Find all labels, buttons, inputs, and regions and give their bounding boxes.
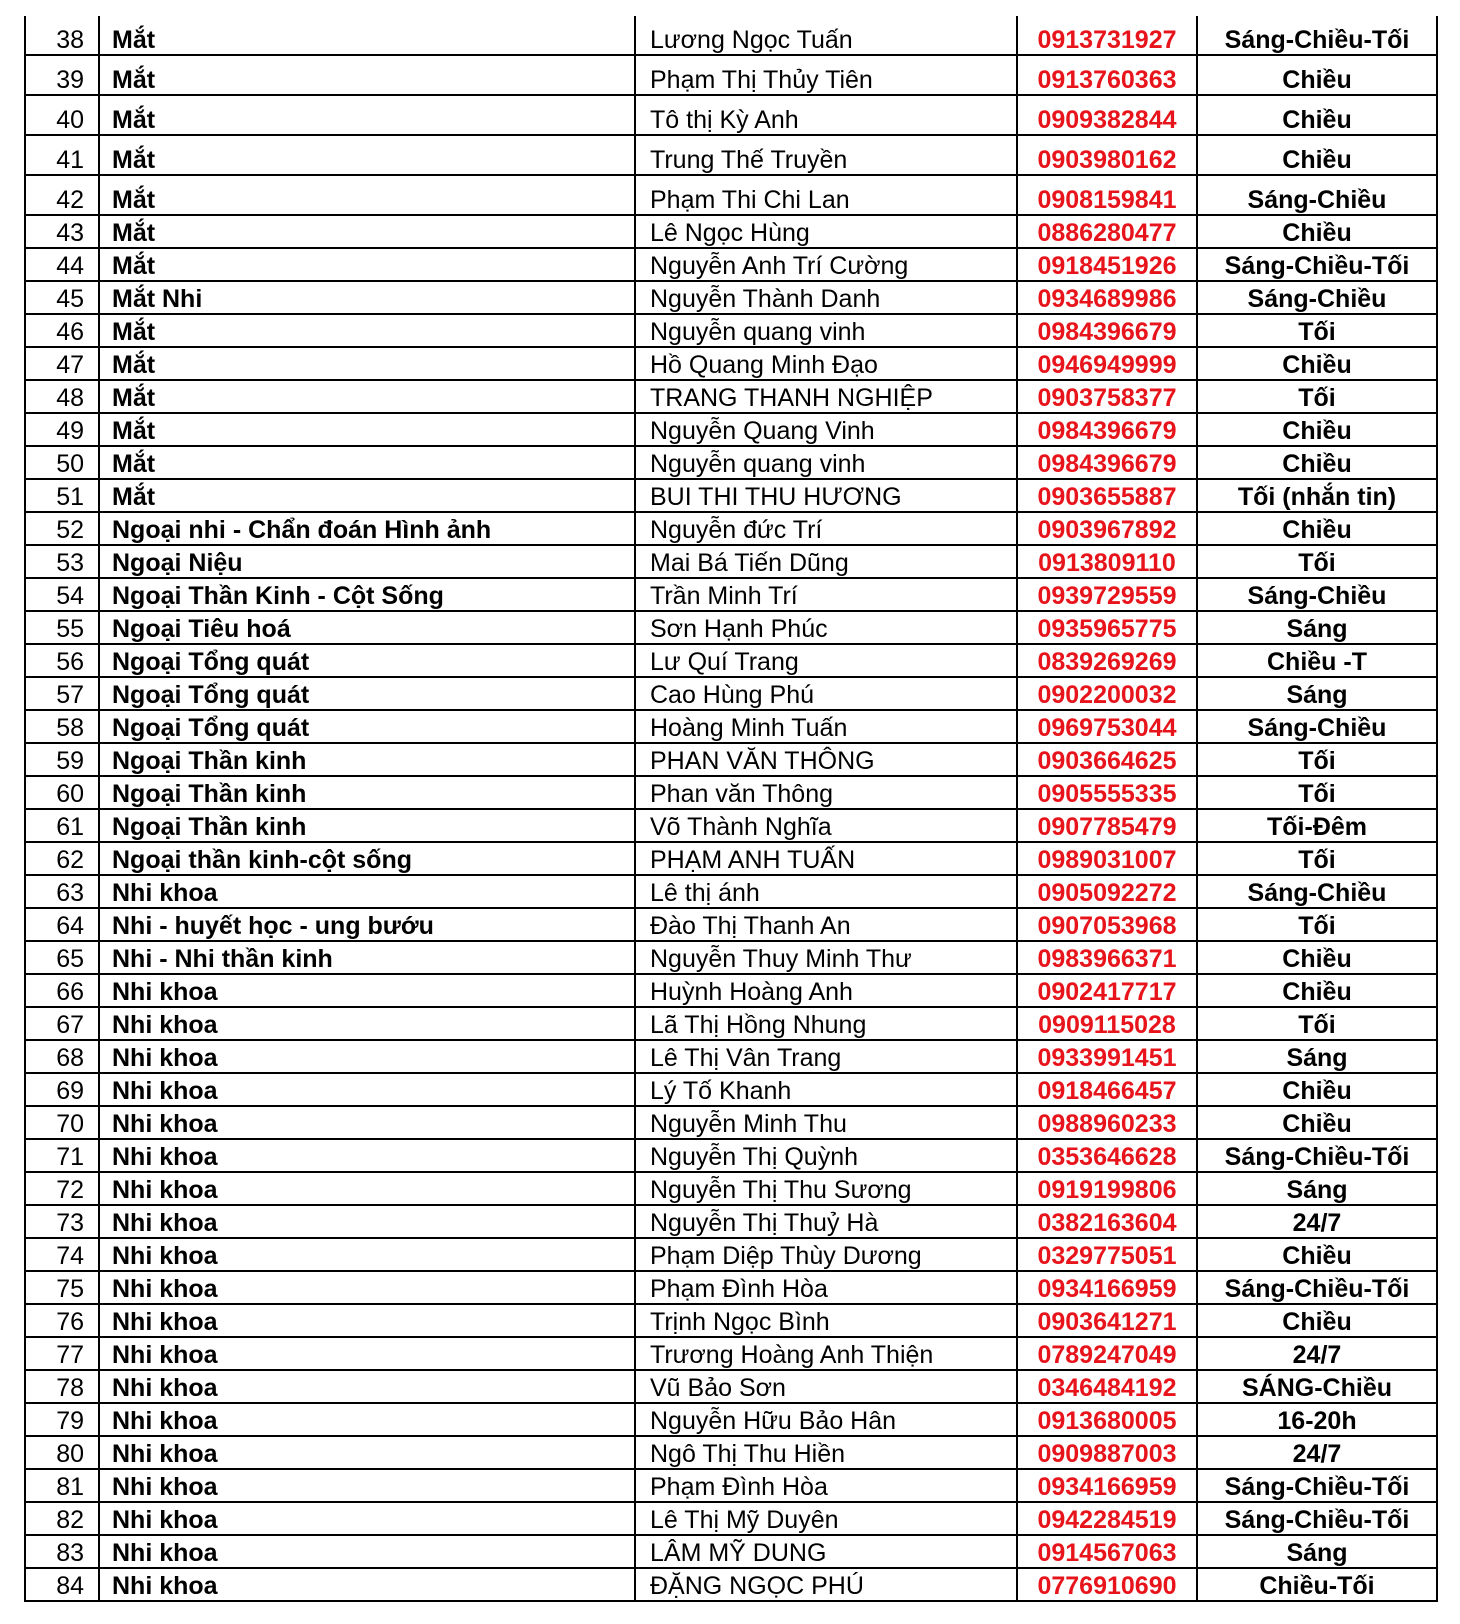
specialty-cell: Nhi - huyết học - ung bướu xyxy=(99,908,635,941)
schedule-cell: Sáng-Chiều-Tối xyxy=(1197,1139,1437,1172)
schedule-cell: Sáng xyxy=(1197,1172,1437,1205)
row-number: 84 xyxy=(25,1568,99,1601)
phone-number-cell[interactable]: 0382163604 xyxy=(1017,1205,1197,1238)
table-row xyxy=(25,380,1437,413)
specialty-cell: Nhi khoa xyxy=(99,1205,635,1238)
row-number: 51 xyxy=(25,479,99,512)
specialty-cell: Mắt xyxy=(99,248,635,281)
schedule-cell: Tối xyxy=(1197,1007,1437,1040)
schedule-cell: Tối-Đêm xyxy=(1197,809,1437,842)
row-number: 43 xyxy=(25,215,99,248)
doctor-name-cell: Cao Hùng Phú xyxy=(635,677,1017,710)
row-number: 68 xyxy=(25,1040,99,1073)
specialty-cell: Nhi khoa xyxy=(99,1304,635,1337)
schedule-cell: Sáng-Chiều-Tối xyxy=(1197,16,1437,55)
specialty-cell: Nhi khoa xyxy=(99,1238,635,1271)
phone-number-cell[interactable]: 0908159841 xyxy=(1017,175,1197,215)
row-number: 64 xyxy=(25,908,99,941)
table-row xyxy=(25,1469,1437,1502)
specialty-cell: Nhi khoa xyxy=(99,1535,635,1568)
doctor-name-cell: Mai Bá Tiến Dũng xyxy=(635,545,1017,578)
doctor-roster-sheet xyxy=(24,16,1436,1602)
row-number: 60 xyxy=(25,776,99,809)
specialty-cell: Ngoại Thần kinh xyxy=(99,809,635,842)
specialty-cell: Mắt xyxy=(99,55,635,95)
specialty-cell: Mắt Nhi xyxy=(99,281,635,314)
phone-number-cell[interactable]: 0935965775 xyxy=(1017,611,1197,644)
row-number: 71 xyxy=(25,1139,99,1172)
table-row xyxy=(25,314,1437,347)
row-number: 66 xyxy=(25,974,99,1007)
specialty-cell: Nhi khoa xyxy=(99,1106,635,1139)
schedule-cell: SÁNG-Chiều xyxy=(1197,1370,1437,1403)
schedule-cell: Tối xyxy=(1197,545,1437,578)
table-row xyxy=(25,1535,1437,1568)
row-number: 39 xyxy=(25,55,99,95)
table-row xyxy=(25,413,1437,446)
row-number: 41 xyxy=(25,135,99,175)
phone-number-cell[interactable]: 0886280477 xyxy=(1017,215,1197,248)
row-number: 45 xyxy=(25,281,99,314)
table-row xyxy=(25,248,1437,281)
table-row xyxy=(25,446,1437,479)
table-row xyxy=(25,479,1437,512)
row-number: 58 xyxy=(25,710,99,743)
doctor-name-cell: BUI THI THU HƯƠNG xyxy=(635,479,1017,512)
doctor-name-cell: Lư Quí Trang xyxy=(635,644,1017,677)
table-row xyxy=(25,578,1437,611)
doctor-name-cell: Lê Thị Vân Trang xyxy=(635,1040,1017,1073)
table-row xyxy=(25,1172,1437,1205)
schedule-cell: Chiều xyxy=(1197,512,1437,545)
schedule-cell: Sáng xyxy=(1197,611,1437,644)
doctor-name-cell: Nguyễn Minh Thu xyxy=(635,1106,1017,1139)
phone-number-cell[interactable]: 0989031007 xyxy=(1017,842,1197,875)
table-row xyxy=(25,1238,1437,1271)
phone-number-cell[interactable]: 0907785479 xyxy=(1017,809,1197,842)
row-number: 54 xyxy=(25,578,99,611)
schedule-cell: Chiều xyxy=(1197,446,1437,479)
schedule-cell: Chiều xyxy=(1197,1238,1437,1271)
row-number: 50 xyxy=(25,446,99,479)
phone-number-cell[interactable]: 0353646628 xyxy=(1017,1139,1197,1172)
phone-number-cell[interactable]: 0913680005 xyxy=(1017,1403,1197,1436)
specialty-cell: Ngoại Niệu xyxy=(99,545,635,578)
phone-number-cell[interactable]: 0909382844 xyxy=(1017,95,1197,135)
doctor-name-cell: Phạm Thị Thủy Tiên xyxy=(635,55,1017,95)
row-number: 53 xyxy=(25,545,99,578)
doctor-name-cell: Ngô Thị Thu Hiền xyxy=(635,1436,1017,1469)
schedule-cell: Sáng-Chiều xyxy=(1197,281,1437,314)
row-number: 82 xyxy=(25,1502,99,1535)
specialty-cell: Mắt xyxy=(99,215,635,248)
doctor-name-cell: Huỳnh Hoàng Anh xyxy=(635,974,1017,1007)
row-number: 61 xyxy=(25,809,99,842)
doctor-name-cell: Đào Thị Thanh An xyxy=(635,908,1017,941)
phone-number-cell[interactable]: 0934166959 xyxy=(1017,1469,1197,1502)
schedule-cell: Tối xyxy=(1197,743,1437,776)
row-number: 75 xyxy=(25,1271,99,1304)
schedule-cell: 24/7 xyxy=(1197,1205,1437,1238)
table-row xyxy=(25,347,1437,380)
schedule-cell: Sáng-Chiều-Tối xyxy=(1197,1502,1437,1535)
doctor-name-cell: Lý Tố Khanh xyxy=(635,1073,1017,1106)
doctor-name-cell: Trương Hoàng Anh Thiện xyxy=(635,1337,1017,1370)
table-row xyxy=(25,1007,1437,1040)
schedule-cell: Tối xyxy=(1197,908,1437,941)
phone-number-cell[interactable]: 0984396679 xyxy=(1017,314,1197,347)
doctor-name-cell: Nguyễn Thị Thuỷ Hà xyxy=(635,1205,1017,1238)
table-row xyxy=(25,941,1437,974)
table-row xyxy=(25,512,1437,545)
schedule-cell: Sáng xyxy=(1197,1535,1437,1568)
doctor-name-cell: Lê thị ánh xyxy=(635,875,1017,908)
doctor-name-cell: Phạm Đình Hòa xyxy=(635,1271,1017,1304)
row-number: 80 xyxy=(25,1436,99,1469)
phone-number-cell[interactable]: 0346484192 xyxy=(1017,1370,1197,1403)
phone-number-cell[interactable]: 0946949999 xyxy=(1017,347,1197,380)
row-number: 55 xyxy=(25,611,99,644)
phone-number-cell[interactable]: 0903980162 xyxy=(1017,135,1197,175)
row-number: 76 xyxy=(25,1304,99,1337)
doctor-name-cell: Lê Thị Mỹ Duyên xyxy=(635,1502,1017,1535)
specialty-cell: Nhi khoa xyxy=(99,974,635,1007)
table-row xyxy=(25,135,1437,175)
specialty-cell: Mắt xyxy=(99,446,635,479)
phone-number-cell[interactable]: 0939729559 xyxy=(1017,578,1197,611)
doctor-name-cell: Tô thị Kỳ Anh xyxy=(635,95,1017,135)
phone-number-cell[interactable]: 0902417717 xyxy=(1017,974,1197,1007)
row-number: 65 xyxy=(25,941,99,974)
row-number: 48 xyxy=(25,380,99,413)
row-number: 38 xyxy=(25,16,99,55)
doctor-name-cell: Phạm Thi Chi Lan xyxy=(635,175,1017,215)
phone-number-cell[interactable]: 0919199806 xyxy=(1017,1172,1197,1205)
row-number: 57 xyxy=(25,677,99,710)
row-number: 72 xyxy=(25,1172,99,1205)
phone-number-cell[interactable]: 0984396679 xyxy=(1017,446,1197,479)
table-row xyxy=(25,1040,1437,1073)
doctor-name-cell: Nguyễn Hữu Bảo Hân xyxy=(635,1403,1017,1436)
phone-number-cell[interactable]: 0776910690 xyxy=(1017,1568,1197,1601)
specialty-cell: Nhi khoa xyxy=(99,1073,635,1106)
phone-number-cell[interactable]: 0907053968 xyxy=(1017,908,1197,941)
phone-number-cell[interactable]: 0983966371 xyxy=(1017,941,1197,974)
specialty-cell: Nhi khoa xyxy=(99,1139,635,1172)
schedule-cell: Chiều-Tối xyxy=(1197,1568,1437,1601)
table-row xyxy=(25,1304,1437,1337)
phone-number-cell[interactable]: 0903664625 xyxy=(1017,743,1197,776)
schedule-cell: Tối xyxy=(1197,776,1437,809)
table-row xyxy=(25,1436,1437,1469)
table-row xyxy=(25,611,1437,644)
specialty-cell: Nhi khoa xyxy=(99,875,635,908)
table-row xyxy=(25,908,1437,941)
schedule-cell: Sáng-Chiều-Tối xyxy=(1197,1469,1437,1502)
row-number: 63 xyxy=(25,875,99,908)
row-number: 52 xyxy=(25,512,99,545)
phone-number-cell[interactable]: 0969753044 xyxy=(1017,710,1197,743)
specialty-cell: Nhi khoa xyxy=(99,1271,635,1304)
specialty-cell: Mắt xyxy=(99,314,635,347)
phone-number-cell[interactable]: 0914567063 xyxy=(1017,1535,1197,1568)
table-row xyxy=(25,1073,1437,1106)
table-row xyxy=(25,809,1437,842)
specialty-cell: Nhi khoa xyxy=(99,1172,635,1205)
table-row xyxy=(25,1106,1437,1139)
table-row xyxy=(25,1403,1437,1436)
schedule-cell: Chiều xyxy=(1197,95,1437,135)
row-number: 77 xyxy=(25,1337,99,1370)
row-number: 40 xyxy=(25,95,99,135)
doctor-name-cell: Nguyễn Thuy Minh Thư xyxy=(635,941,1017,974)
schedule-cell: Sáng-Chiều xyxy=(1197,578,1437,611)
row-number: 70 xyxy=(25,1106,99,1139)
specialty-cell: Mắt xyxy=(99,413,635,446)
specialty-cell: Nhi khoa xyxy=(99,1436,635,1469)
doctor-name-cell: PHẠM ANH TUẤN xyxy=(635,842,1017,875)
specialty-cell: Nhi khoa xyxy=(99,1568,635,1601)
doctor-name-cell: PHAN VĂN THÔNG xyxy=(635,743,1017,776)
schedule-cell: Chiều xyxy=(1197,1304,1437,1337)
table-row xyxy=(25,16,1437,55)
doctor-name-cell: Phan văn Thông xyxy=(635,776,1017,809)
table-row xyxy=(25,677,1437,710)
specialty-cell: Ngoại Thần Kinh - Cột Sống xyxy=(99,578,635,611)
row-number: 56 xyxy=(25,644,99,677)
phone-number-cell[interactable]: 0909887003 xyxy=(1017,1436,1197,1469)
phone-number-cell[interactable]: 0909115028 xyxy=(1017,1007,1197,1040)
specialty-cell: Ngoại Tổng quát xyxy=(99,710,635,743)
table-row xyxy=(25,842,1437,875)
schedule-cell: Chiều xyxy=(1197,347,1437,380)
phone-number-cell[interactable]: 0903758377 xyxy=(1017,380,1197,413)
table-row xyxy=(25,1568,1437,1601)
table-row xyxy=(25,281,1437,314)
schedule-cell: Sáng-Chiều xyxy=(1197,710,1437,743)
row-number: 83 xyxy=(25,1535,99,1568)
phone-number-cell[interactable]: 0933991451 xyxy=(1017,1040,1197,1073)
specialty-cell: Ngoại Tiêu hoá xyxy=(99,611,635,644)
doctor-name-cell: TRANG THANH NGHIỆP xyxy=(635,380,1017,413)
row-number: 62 xyxy=(25,842,99,875)
schedule-cell: Chiều xyxy=(1197,974,1437,1007)
table-row xyxy=(25,1502,1437,1535)
specialty-cell: Mắt xyxy=(99,16,635,55)
specialty-cell: Mắt xyxy=(99,95,635,135)
doctor-name-cell: Hồ Quang Minh Đạo xyxy=(635,347,1017,380)
doctor-name-cell: Nguyễn Quang Vinh xyxy=(635,413,1017,446)
row-number: 49 xyxy=(25,413,99,446)
doctor-name-cell: Nguyễn Anh Trí Cường xyxy=(635,248,1017,281)
doctor-name-cell: Vũ Bảo Sơn xyxy=(635,1370,1017,1403)
row-number: 78 xyxy=(25,1370,99,1403)
doctor-name-cell: Trịnh Ngọc Bình xyxy=(635,1304,1017,1337)
schedule-cell: Sáng xyxy=(1197,1040,1437,1073)
table-row xyxy=(25,710,1437,743)
doctor-name-cell: Sơn Hạnh Phúc xyxy=(635,611,1017,644)
doctor-name-cell: Lương Ngọc Tuấn xyxy=(635,16,1017,55)
doctor-name-cell: Trung Thế Truyền xyxy=(635,135,1017,175)
row-number: 79 xyxy=(25,1403,99,1436)
schedule-cell: Chiều xyxy=(1197,1073,1437,1106)
schedule-cell: Sáng-Chiều-Tối xyxy=(1197,1271,1437,1304)
schedule-cell: 24/7 xyxy=(1197,1436,1437,1469)
doctor-name-cell: Nguyễn Thị Quỳnh xyxy=(635,1139,1017,1172)
phone-number-cell[interactable]: 0789247049 xyxy=(1017,1337,1197,1370)
specialty-cell: Ngoại nhi - Chẩn đoán Hình ảnh xyxy=(99,512,635,545)
phone-number-cell[interactable]: 0903655887 xyxy=(1017,479,1197,512)
schedule-cell: Chiều xyxy=(1197,55,1437,95)
row-number: 74 xyxy=(25,1238,99,1271)
specialty-cell: Nhi khoa xyxy=(99,1007,635,1040)
phone-number-cell[interactable]: 0934166959 xyxy=(1017,1271,1197,1304)
schedule-cell: Tối (nhắn tin) xyxy=(1197,479,1437,512)
phone-number-cell[interactable]: 0902200032 xyxy=(1017,677,1197,710)
doctor-name-cell: ĐẶNG NGỌC PHÚ xyxy=(635,1568,1017,1601)
phone-number-cell[interactable]: 0913760363 xyxy=(1017,55,1197,95)
doctor-name-cell: Nguyễn đức Trí xyxy=(635,512,1017,545)
row-number: 81 xyxy=(25,1469,99,1502)
doctor-name-cell: Nguyễn Thị Thu Sương xyxy=(635,1172,1017,1205)
row-number: 59 xyxy=(25,743,99,776)
doctor-name-cell: Phạm Diệp Thùy Dương xyxy=(635,1238,1017,1271)
table-row xyxy=(25,175,1437,215)
doctor-name-cell: Võ Thành Nghĩa xyxy=(635,809,1017,842)
phone-number-cell[interactable]: 0905092272 xyxy=(1017,875,1197,908)
specialty-cell: Ngoại Tổng quát xyxy=(99,677,635,710)
row-number: 47 xyxy=(25,347,99,380)
table-row xyxy=(25,776,1437,809)
doctor-name-cell: Lê Ngọc Hùng xyxy=(635,215,1017,248)
specialty-cell: Ngoại thần kinh-cột sống xyxy=(99,842,635,875)
schedule-cell: Chiều xyxy=(1197,1106,1437,1139)
schedule-cell: Tối xyxy=(1197,380,1437,413)
doctor-name-cell: Lã Thị Hồng Nhung xyxy=(635,1007,1017,1040)
specialty-cell: Nhi khoa xyxy=(99,1502,635,1535)
specialty-cell: Mắt xyxy=(99,175,635,215)
doctor-roster-table xyxy=(24,16,1438,1602)
roster-body xyxy=(25,16,1437,1601)
table-row xyxy=(25,1271,1437,1304)
phone-number-cell[interactable]: 0839269269 xyxy=(1017,644,1197,677)
specialty-cell: Nhi khoa xyxy=(99,1337,635,1370)
table-row xyxy=(25,1205,1437,1238)
doctor-name-cell: LÂM MỸ DUNG xyxy=(635,1535,1017,1568)
row-number: 44 xyxy=(25,248,99,281)
specialty-cell: Nhi khoa xyxy=(99,1040,635,1073)
table-row xyxy=(25,215,1437,248)
doctor-name-cell: Phạm Đình Hòa xyxy=(635,1469,1017,1502)
table-row xyxy=(25,1337,1437,1370)
table-row xyxy=(25,545,1437,578)
phone-number-cell[interactable]: 0988960233 xyxy=(1017,1106,1197,1139)
table-row xyxy=(25,1370,1437,1403)
schedule-cell: Chiều xyxy=(1197,413,1437,446)
specialty-cell: Mắt xyxy=(99,479,635,512)
table-row xyxy=(25,644,1437,677)
schedule-cell: Chiều -T xyxy=(1197,644,1437,677)
schedule-cell: Sáng-Chiều xyxy=(1197,175,1437,215)
specialty-cell: Mắt xyxy=(99,347,635,380)
schedule-cell: Tối xyxy=(1197,314,1437,347)
specialty-cell: Nhi - Nhi thần kinh xyxy=(99,941,635,974)
table-row xyxy=(25,974,1437,1007)
schedule-cell: 24/7 xyxy=(1197,1337,1437,1370)
doctor-name-cell: Nguyễn quang vinh xyxy=(635,446,1017,479)
phone-number-cell[interactable]: 0903641271 xyxy=(1017,1304,1197,1337)
specialty-cell: Ngoại Thần kinh xyxy=(99,776,635,809)
table-row xyxy=(25,743,1437,776)
schedule-cell: Chiều xyxy=(1197,941,1437,974)
phone-number-cell[interactable]: 0913809110 xyxy=(1017,545,1197,578)
specialty-cell: Nhi khoa xyxy=(99,1370,635,1403)
specialty-cell: Nhi khoa xyxy=(99,1403,635,1436)
schedule-cell: Tối xyxy=(1197,842,1437,875)
schedule-cell: Chiều xyxy=(1197,215,1437,248)
specialty-cell: Ngoại Thần kinh xyxy=(99,743,635,776)
phone-number-cell[interactable]: 0905555335 xyxy=(1017,776,1197,809)
schedule-cell: 16-20h xyxy=(1197,1403,1437,1436)
row-number: 46 xyxy=(25,314,99,347)
phone-number-cell[interactable]: 0913731927 xyxy=(1017,16,1197,55)
schedule-cell: Sáng-Chiều-Tối xyxy=(1197,248,1437,281)
doctor-name-cell: Nguyễn Thành Danh xyxy=(635,281,1017,314)
specialty-cell: Mắt xyxy=(99,380,635,413)
phone-number-cell[interactable]: 0329775051 xyxy=(1017,1238,1197,1271)
phone-number-cell[interactable]: 0918451926 xyxy=(1017,248,1197,281)
table-row xyxy=(25,875,1437,908)
schedule-cell: Chiều xyxy=(1197,135,1437,175)
row-number: 42 xyxy=(25,175,99,215)
table-row xyxy=(25,95,1437,135)
table-row xyxy=(25,1139,1437,1172)
phone-number-cell[interactable]: 0934689986 xyxy=(1017,281,1197,314)
phone-number-cell[interactable]: 0984396679 xyxy=(1017,413,1197,446)
specialty-cell: Mắt xyxy=(99,135,635,175)
table-row xyxy=(25,55,1437,95)
row-number: 69 xyxy=(25,1073,99,1106)
row-number: 67 xyxy=(25,1007,99,1040)
phone-number-cell[interactable]: 0942284519 xyxy=(1017,1502,1197,1535)
phone-number-cell[interactable]: 0918466457 xyxy=(1017,1073,1197,1106)
doctor-name-cell: Trần Minh Trí xyxy=(635,578,1017,611)
doctor-name-cell: Hoàng Minh Tuấn xyxy=(635,710,1017,743)
phone-number-cell[interactable]: 0903967892 xyxy=(1017,512,1197,545)
schedule-cell: Sáng xyxy=(1197,677,1437,710)
row-number: 73 xyxy=(25,1205,99,1238)
specialty-cell: Nhi khoa xyxy=(99,1469,635,1502)
schedule-cell: Sáng-Chiều xyxy=(1197,875,1437,908)
doctor-name-cell: Nguyễn quang vinh xyxy=(635,314,1017,347)
specialty-cell: Ngoại Tổng quát xyxy=(99,644,635,677)
